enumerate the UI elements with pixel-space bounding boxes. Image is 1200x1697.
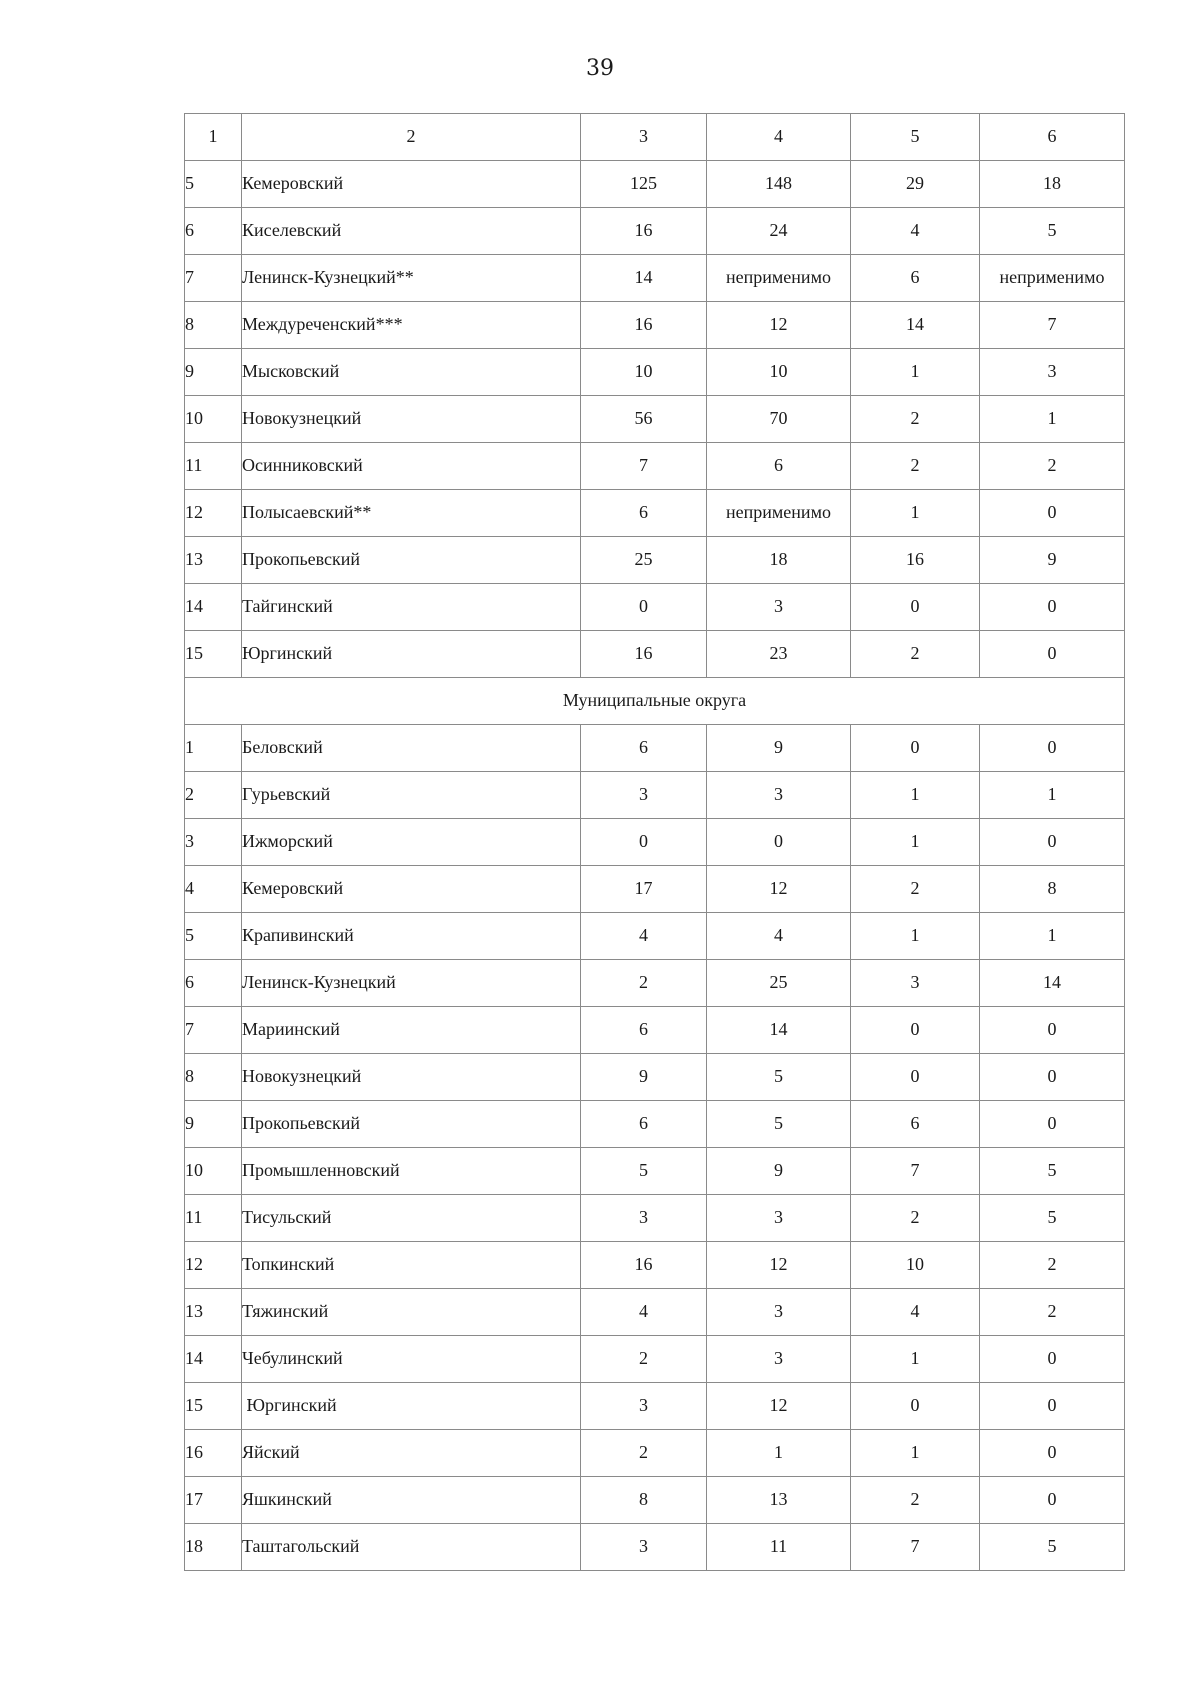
value-col-3: 6 [581,1101,707,1148]
value-col-4: 6 [707,443,851,490]
district-name: Тисульский [242,1195,581,1242]
value-col-6: 0 [980,819,1125,866]
value-col-6: 0 [980,1477,1125,1524]
value-col-4: 4 [707,913,851,960]
row-number: 5 [185,913,242,960]
row-number: 8 [185,302,242,349]
value-col-3: 16 [581,1242,707,1289]
value-col-6: 2 [980,1242,1125,1289]
value-col-4: 12 [707,302,851,349]
district-name: Междуреченский*** [242,302,581,349]
header-cell: 1 [185,114,242,161]
district-name: Новокузнецкий [242,1054,581,1101]
table-header-row [185,114,1125,161]
value-col-6: 0 [980,584,1125,631]
value-col-5: 0 [851,584,980,631]
table-row [185,302,1125,349]
value-col-5: 2 [851,631,980,678]
district-name: Новокузнецкий [242,396,581,443]
value-col-3: 7 [581,443,707,490]
header-cell: 4 [707,114,851,161]
table-row [185,537,1125,584]
value-col-5: 6 [851,255,980,302]
district-name: Яшкинский [242,1477,581,1524]
value-col-4: 3 [707,772,851,819]
value-col-6: 5 [980,1195,1125,1242]
row-number: 5 [185,161,242,208]
value-col-5: 4 [851,1289,980,1336]
row-number: 7 [185,1007,242,1054]
value-col-5: 2 [851,396,980,443]
value-col-3: 3 [581,1524,707,1571]
value-col-5: 0 [851,1383,980,1430]
value-col-4: 25 [707,960,851,1007]
value-col-3: 3 [581,772,707,819]
row-number: 2 [185,772,242,819]
value-col-6: 0 [980,1336,1125,1383]
value-col-6: 8 [980,866,1125,913]
value-col-5: 6 [851,1101,980,1148]
value-col-6: 5 [980,1524,1125,1571]
value-col-5: 1 [851,1336,980,1383]
table-row [185,161,1125,208]
row-number: 13 [185,1289,242,1336]
value-col-4: 70 [707,396,851,443]
table-row [185,960,1125,1007]
value-col-5: 7 [851,1524,980,1571]
table-row [185,1242,1125,1289]
table-row [185,1101,1125,1148]
header-cell: 3 [581,114,707,161]
value-col-6: 0 [980,1101,1125,1148]
value-col-6: 0 [980,1430,1125,1477]
value-col-4: 12 [707,866,851,913]
table-row [185,631,1125,678]
value-col-3: 9 [581,1054,707,1101]
district-name: Промышленновский [242,1148,581,1195]
value-col-5: 10 [851,1242,980,1289]
row-number: 6 [185,208,242,255]
row-number: 12 [185,1242,242,1289]
district-name: Юргинский [242,1383,581,1430]
table-row [185,913,1125,960]
value-col-4: 3 [707,1289,851,1336]
row-number: 18 [185,1524,242,1571]
value-col-3: 16 [581,302,707,349]
row-number: 15 [185,1383,242,1430]
value-col-5: 1 [851,913,980,960]
table-row [185,1430,1125,1477]
value-col-5: 0 [851,1054,980,1101]
row-number: 7 [185,255,242,302]
district-name: Мариинский [242,1007,581,1054]
value-col-4: 1 [707,1430,851,1477]
district-name: Таштагольский [242,1524,581,1571]
value-col-4: 12 [707,1242,851,1289]
value-col-4: 5 [707,1101,851,1148]
value-col-6: 1 [980,396,1125,443]
value-col-4: 3 [707,584,851,631]
value-col-5: 2 [851,1195,980,1242]
district-name: Тайгинский [242,584,581,631]
value-col-3: 4 [581,913,707,960]
value-col-4: 14 [707,1007,851,1054]
table-row [185,1524,1125,1571]
row-number: 14 [185,584,242,631]
value-col-3: 6 [581,725,707,772]
value-col-6: 1 [980,772,1125,819]
district-name: Полысаевский** [242,490,581,537]
district-name: Ижморский [242,819,581,866]
value-col-5: 4 [851,208,980,255]
value-col-6: 14 [980,960,1125,1007]
value-col-3: 2 [581,960,707,1007]
district-name: Топкинский [242,1242,581,1289]
header-cell: 5 [851,114,980,161]
table-row [185,1007,1125,1054]
value-col-3: 25 [581,537,707,584]
value-col-5: 1 [851,772,980,819]
value-col-3: 10 [581,349,707,396]
row-number: 10 [185,396,242,443]
row-number: 13 [185,537,242,584]
value-col-6: 0 [980,725,1125,772]
value-col-3: 0 [581,584,707,631]
value-col-4: неприменимо [707,490,851,537]
district-name: Киселевский [242,208,581,255]
value-col-4: 3 [707,1195,851,1242]
district-name: Юргинский [242,631,581,678]
table-row [185,1336,1125,1383]
value-col-4: 5 [707,1054,851,1101]
row-number: 14 [185,1336,242,1383]
value-col-4: 9 [707,725,851,772]
value-col-5: 0 [851,725,980,772]
value-col-5: 16 [851,537,980,584]
value-col-4: 24 [707,208,851,255]
row-number: 16 [185,1430,242,1477]
row-number: 1 [185,725,242,772]
value-col-5: 2 [851,443,980,490]
table-row [185,819,1125,866]
value-col-4: 18 [707,537,851,584]
row-number: 6 [185,960,242,1007]
value-col-5: 29 [851,161,980,208]
value-col-6: 0 [980,1054,1125,1101]
value-col-4: 13 [707,1477,851,1524]
value-col-6: 3 [980,349,1125,396]
table-row [185,443,1125,490]
value-col-3: 56 [581,396,707,443]
value-col-4: 148 [707,161,851,208]
table-row [185,208,1125,255]
district-name: Прокопьевский [242,537,581,584]
table-row [185,1148,1125,1195]
row-number: 9 [185,1101,242,1148]
section-title: Муниципальные округа [185,678,1125,725]
value-col-3: 4 [581,1289,707,1336]
data-table [184,113,1125,1571]
table-row [185,584,1125,631]
value-col-5: 1 [851,819,980,866]
value-col-3: 5 [581,1148,707,1195]
value-col-3: 16 [581,208,707,255]
value-col-6: 5 [980,1148,1125,1195]
value-col-4: 0 [707,819,851,866]
table-row [185,490,1125,537]
district-name: Кемеровский [242,866,581,913]
district-name: Беловский [242,725,581,772]
table-row [185,725,1125,772]
table-body [185,114,1125,1571]
value-col-5: 1 [851,490,980,537]
value-col-4: 10 [707,349,851,396]
value-col-6: 1 [980,913,1125,960]
value-col-3: 125 [581,161,707,208]
value-col-6: 2 [980,443,1125,490]
value-col-4: 9 [707,1148,851,1195]
table-row [185,349,1125,396]
value-col-3: 3 [581,1195,707,1242]
row-number: 17 [185,1477,242,1524]
district-name: Осинниковский [242,443,581,490]
district-name: Гурьевский [242,772,581,819]
value-col-6: 2 [980,1289,1125,1336]
value-col-5: 3 [851,960,980,1007]
value-col-3: 6 [581,1007,707,1054]
district-name: Кемеровский [242,161,581,208]
district-name: Прокопьевский [242,1101,581,1148]
value-col-6: 0 [980,490,1125,537]
value-col-4: неприменимо [707,255,851,302]
table-row [185,1054,1125,1101]
district-name: Тяжинский [242,1289,581,1336]
value-col-3: 0 [581,819,707,866]
value-col-6: неприменимо [980,255,1125,302]
value-col-6: 9 [980,537,1125,584]
value-col-6: 18 [980,161,1125,208]
table-row [185,1195,1125,1242]
value-col-3: 3 [581,1383,707,1430]
district-name: Ленинск-Кузнецкий** [242,255,581,302]
table-row [185,1383,1125,1430]
table-row [185,1477,1125,1524]
value-col-6: 5 [980,208,1125,255]
row-number: 10 [185,1148,242,1195]
table-row [185,1289,1125,1336]
value-col-6: 7 [980,302,1125,349]
row-number: 12 [185,490,242,537]
value-col-3: 17 [581,866,707,913]
value-col-4: 11 [707,1524,851,1571]
row-number: 8 [185,1054,242,1101]
header-cell: 6 [980,114,1125,161]
value-col-3: 16 [581,631,707,678]
value-col-5: 1 [851,349,980,396]
row-number: 4 [185,866,242,913]
value-col-5: 2 [851,866,980,913]
value-col-6: 0 [980,1007,1125,1054]
value-col-6: 0 [980,631,1125,678]
value-col-3: 2 [581,1430,707,1477]
header-cell: 2 [242,114,581,161]
district-name: Яйский [242,1430,581,1477]
table-row [185,866,1125,913]
district-name: Ленинск-Кузнецкий [242,960,581,1007]
row-number: 15 [185,631,242,678]
table-row [185,772,1125,819]
page-number: 39 [586,56,614,81]
value-col-4: 12 [707,1383,851,1430]
value-col-4: 23 [707,631,851,678]
value-col-5: 1 [851,1430,980,1477]
value-col-5: 0 [851,1007,980,1054]
row-number: 3 [185,819,242,866]
value-col-5: 14 [851,302,980,349]
value-col-3: 2 [581,1336,707,1383]
value-col-3: 8 [581,1477,707,1524]
value-col-3: 14 [581,255,707,302]
table-row [185,396,1125,443]
district-name: Мысковский [242,349,581,396]
district-name: Крапивинский [242,913,581,960]
row-number: 11 [185,1195,242,1242]
section-row [185,678,1125,725]
value-col-4: 3 [707,1336,851,1383]
value-col-5: 2 [851,1477,980,1524]
value-col-6: 0 [980,1383,1125,1430]
value-col-5: 7 [851,1148,980,1195]
row-number: 11 [185,443,242,490]
table-row [185,255,1125,302]
district-name: Чебулинский [242,1336,581,1383]
row-number: 9 [185,349,242,396]
value-col-3: 6 [581,490,707,537]
